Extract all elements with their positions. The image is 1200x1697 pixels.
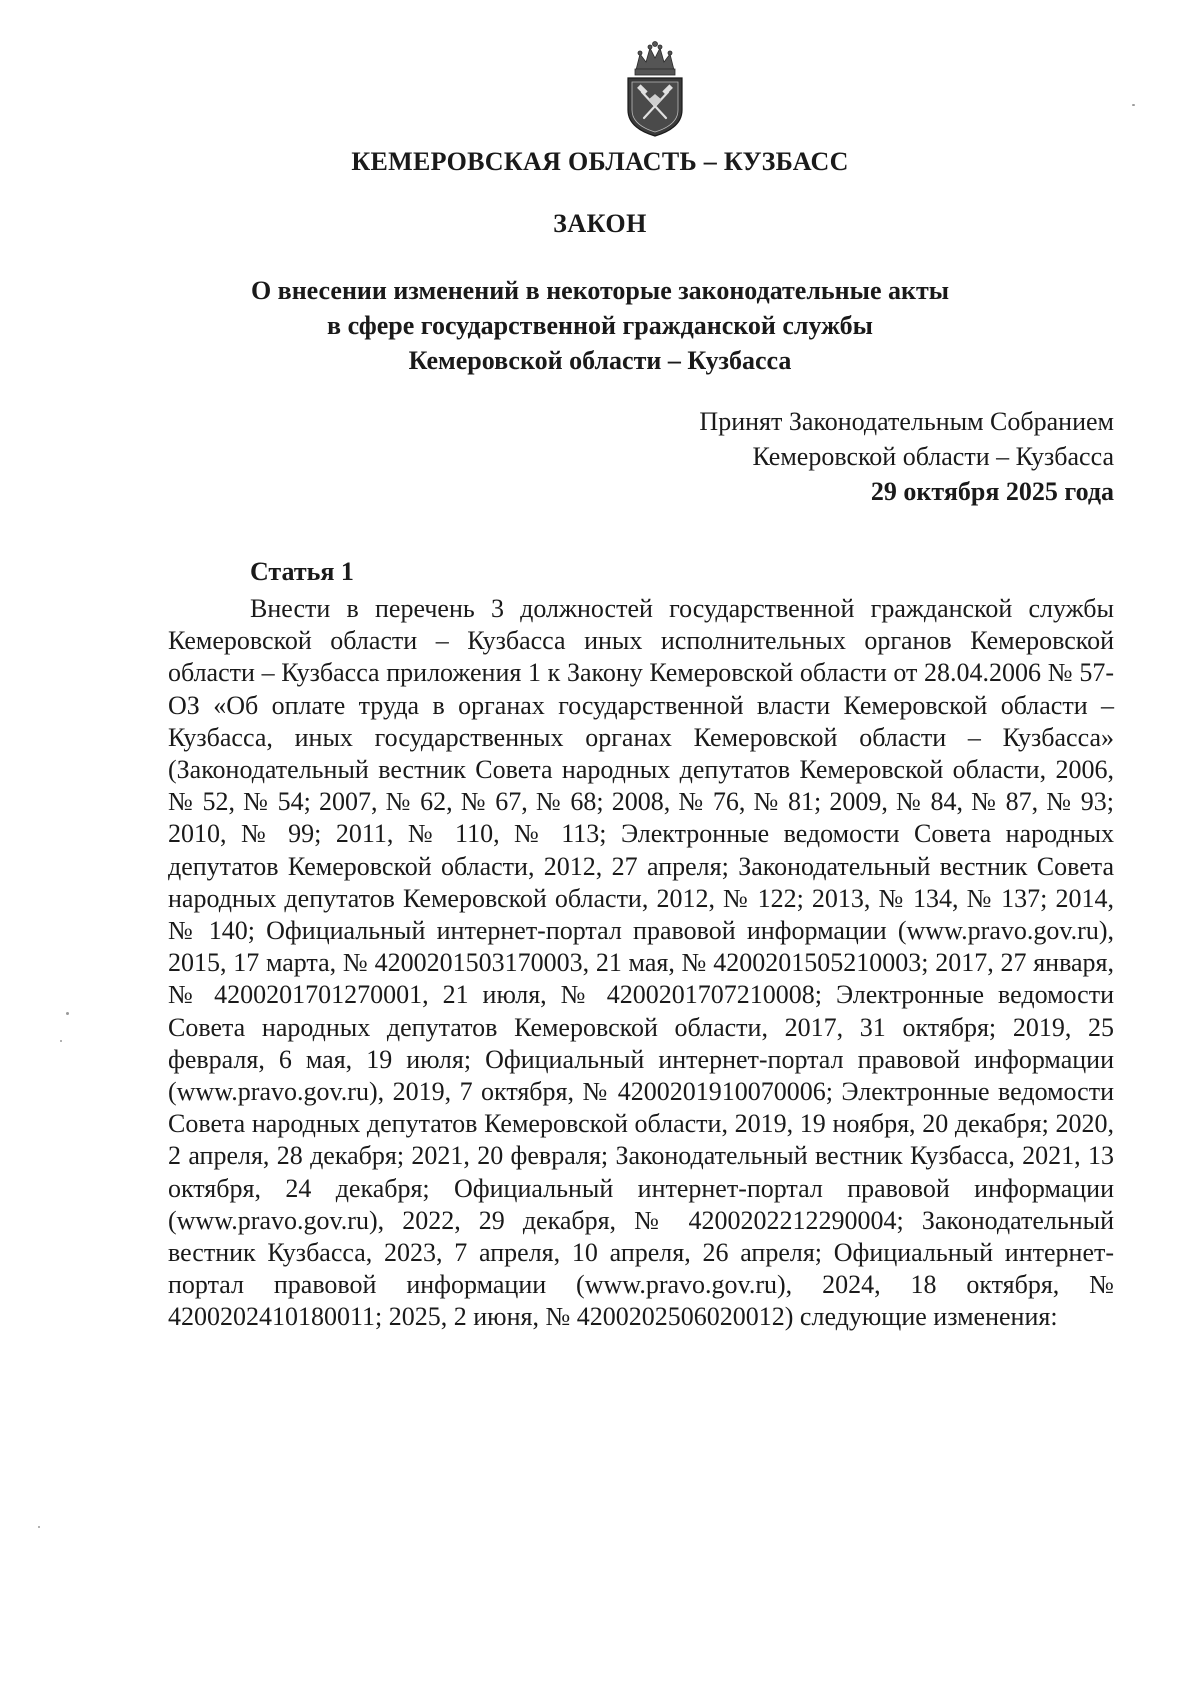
scan-artifact — [66, 1012, 69, 1015]
article-heading: Статья 1 — [250, 557, 354, 586]
scan-artifact — [38, 1526, 40, 1528]
law-subject-line-2: в сфере государственной гражданской службы — [327, 311, 873, 340]
article-body-text: Внести в перечень 3 должностей государственной гражданской службы Кемеровской области – Кузбасса иных исполнительных органов Кемеровской области – Кузбасса приложения 1 к Закону Кемеровской области от 28.04.2006 № 57-ОЗ «Об оплате труда в органах государственной власти Кемеровской области – Кузбасса, иных государственных органах Кемеровской области – Кузбасса» (Законодательный вестник Совета народных депутатов Кемеровской области, 2006, № 52, № 54; 2007, № 62, № 67, № 68; 2008, № 76, № 81; 2009, № 84, № 87, № 93; 2010, № 99; 2011, № 110, № 113; Электронные ведомости Совета народных депутатов Кемеровской области, 2012, 27 апреля; Законодательный вестник Совета народных депутатов Кемеровской области, 2012, № 122; 2013, № 134, № 137; 2014, № 140; Официальный интернет-портал правовой информации (www.pravo.gov.ru), 2015, 17 марта, № 4200201503170003, 21 мая, № 4200201505210003; 2017, 27 января, № 4200201701270001, 21 июля, № 4200201707210008; Электронные ведомости Совета народных депутатов Кемеровской области, 2017, 31 октября; 2019, 25 февраля, 6 мая, 19 июля; Официальный интернет-портал правовой информации (www.pravo.gov.ru), 2019, 7 октября, № 4200201910070006; Электронные ведомости Совета народных депутатов Кемеровской области, 2019, 19 ноября, 20 декабря; 2020, 2 апреля, 28 декабря; 2021, 20 февраля; Законодательный вестник Кузбасса, 2021, 13 октября, 24 декабря; Официальный интернет-портал правовой информации (www.pravo.gov.ru), 2022, 29 декабря, № 4200202212290004; Законодательный вестник Кузбасса, 2023, 7 апреля, 10 апреля, 26 апреля; Официальный интернет-портал правовой информации (www.pravo.gov.ru), 2024, 18 октября, № 4200202410180011; 2025, 2 июня, № 4200202506020012) следующие изменения: — [168, 594, 1114, 1332]
adoption-line-1: Принят Законодательным Собранием — [699, 407, 1114, 436]
law-subject-title — [0, 273, 1200, 378]
law-subject-line-1: О внесении изменений в некоторые законодательные акты — [250, 276, 950, 305]
scan-artifact — [1132, 104, 1135, 106]
adoption-date: 29 октября 2025 года — [870, 477, 1114, 506]
scan-artifact — [60, 1040, 62, 1042]
kuzbass-coat-of-arms-icon — [622, 40, 688, 138]
adoption-line-2: Кемеровской области – Кузбасса — [752, 442, 1114, 471]
law-subject-line-3: Кемеровской области – Кузбасса — [408, 346, 792, 375]
region-title: КЕМЕРОВСКАЯ ОБЛАСТЬ – КУЗБАСС — [351, 147, 849, 176]
document-type-title: ЗАКОН — [553, 209, 647, 238]
adoption-block — [699, 404, 1114, 509]
